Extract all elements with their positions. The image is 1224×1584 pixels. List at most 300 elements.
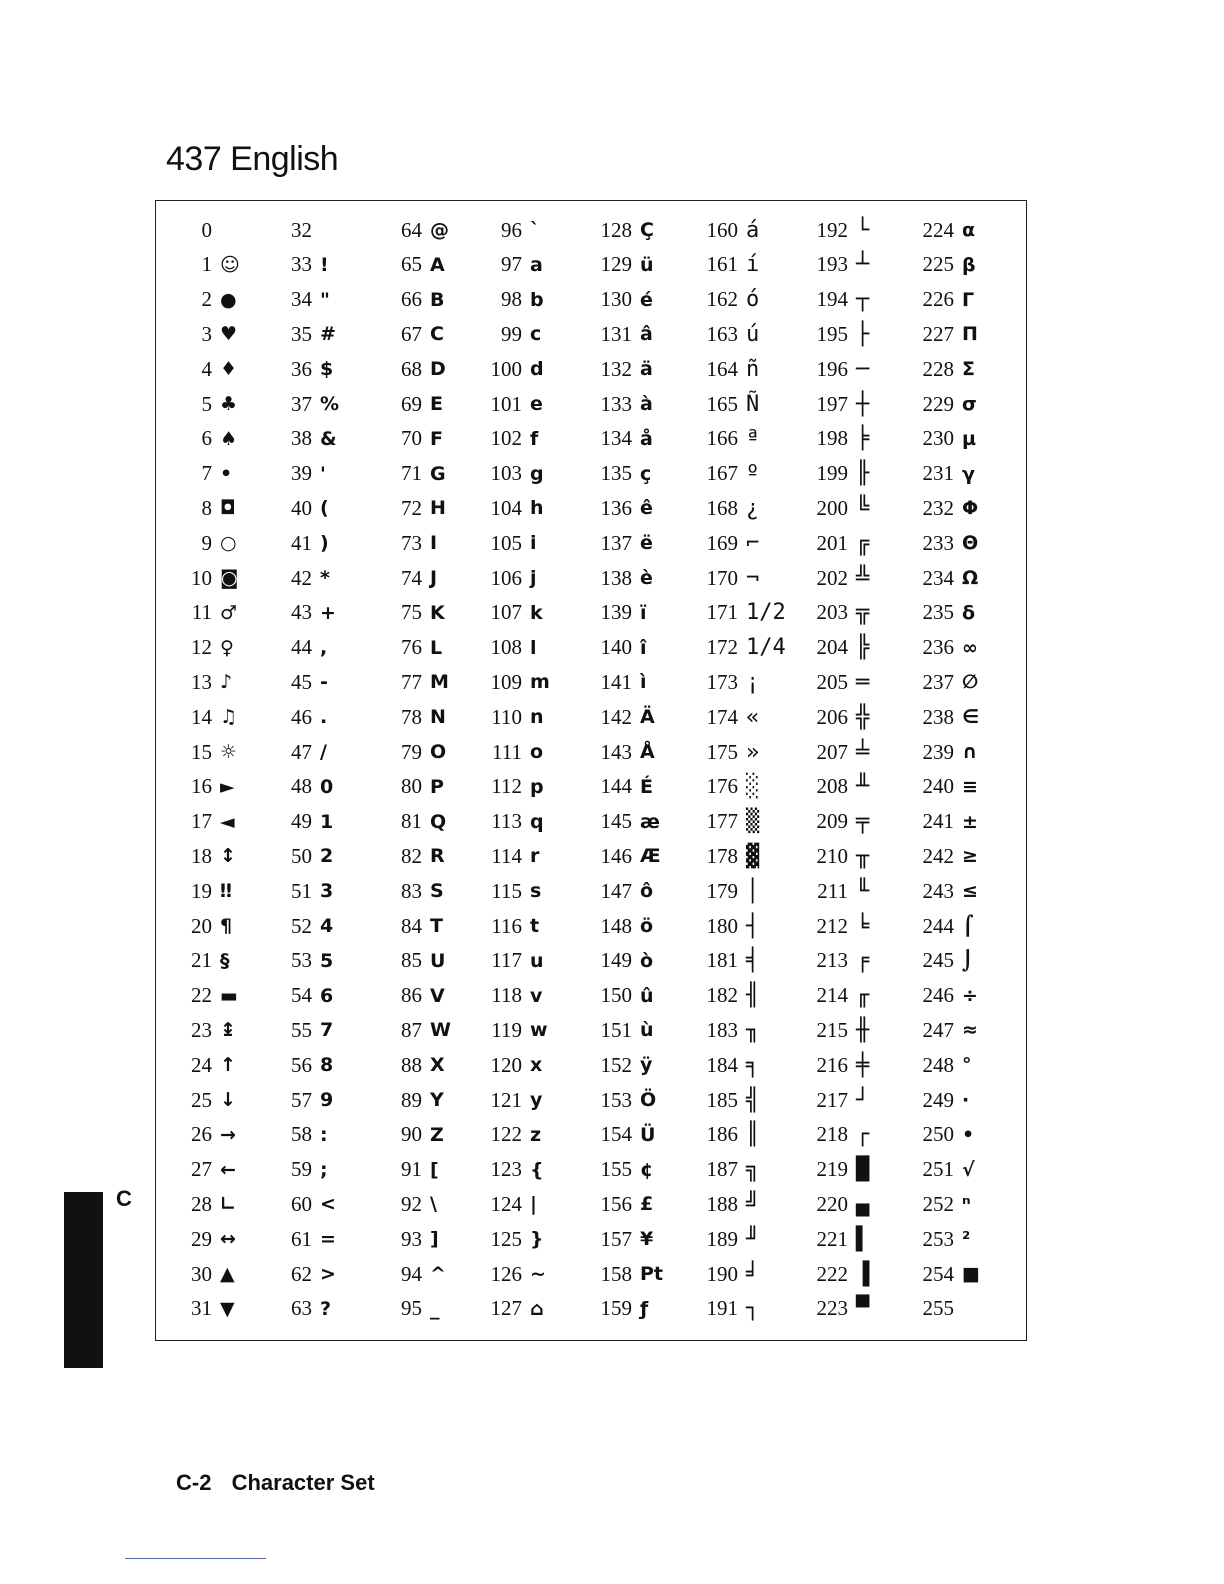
char-code: 143 — [600, 739, 632, 764]
char-cell — [804, 909, 914, 943]
char-glyph: ‼ — [220, 880, 232, 903]
char-cell — [268, 491, 378, 525]
char-cell — [168, 596, 278, 630]
char-code: 38 — [291, 426, 312, 451]
char-code: 244 — [922, 913, 954, 938]
char-cell — [694, 596, 804, 630]
char-code: 62 — [291, 1261, 312, 1286]
char-glyph: Ä — [640, 706, 655, 729]
char-cell — [910, 1013, 1020, 1047]
char-code: 119 — [491, 1017, 522, 1042]
char-code: 210 — [816, 843, 848, 868]
char-cell — [378, 1292, 488, 1326]
char-code: 1 — [201, 252, 212, 277]
char-glyph: ô — [640, 880, 654, 903]
char-glyph: Π — [962, 323, 978, 346]
char-code: 254 — [922, 1261, 954, 1286]
char-code: 250 — [922, 1122, 954, 1147]
char-glyph: l — [530, 636, 537, 659]
char-cell — [168, 979, 278, 1013]
char-glyph: « — [746, 704, 760, 730]
char-cell — [268, 700, 378, 734]
char-code: 78 — [401, 704, 422, 729]
char-glyph: ▓ — [746, 843, 760, 869]
char-glyph: C — [430, 323, 444, 346]
char-code: 201 — [816, 530, 848, 555]
char-code: 30 — [191, 1261, 212, 1286]
char-code: 25 — [191, 1087, 212, 1112]
char-cell — [804, 1222, 914, 1256]
char-cell — [268, 839, 378, 873]
char-glyph: ? — [320, 1297, 332, 1320]
char-code: 93 — [401, 1226, 422, 1251]
char-cell — [378, 352, 488, 386]
char-cell — [694, 700, 804, 734]
char-cell — [168, 422, 278, 456]
char-cell — [378, 1257, 488, 1291]
char-glyph: ╫ — [856, 1017, 870, 1043]
char-cell — [378, 317, 488, 351]
char-cell — [378, 1083, 488, 1117]
char-glyph: , — [320, 636, 328, 659]
char-code: 122 — [490, 1122, 522, 1147]
char-code: 126 — [490, 1261, 522, 1286]
char-cell — [588, 561, 698, 595]
char-glyph: > — [320, 1263, 336, 1285]
char-code: 248 — [922, 1052, 954, 1077]
char-code: 14 — [191, 704, 212, 729]
char-cell — [910, 944, 1020, 978]
char-code: 129 — [600, 252, 632, 277]
char-code: 34 — [291, 287, 312, 312]
char-cell — [168, 491, 278, 525]
char-glyph: è — [640, 567, 653, 589]
char-glyph: d — [530, 358, 544, 381]
char-cell — [378, 979, 488, 1013]
char-cell — [168, 805, 278, 839]
char-code: 35 — [291, 321, 312, 346]
char-cell — [268, 352, 378, 386]
char-code: 198 — [816, 426, 848, 451]
char-cell — [588, 1153, 698, 1187]
char-cell — [804, 631, 914, 665]
char-code: 0 — [201, 217, 212, 242]
char-glyph: ∩ — [962, 741, 978, 763]
char-cell — [378, 805, 488, 839]
char-cell — [378, 700, 488, 734]
char-cell — [268, 631, 378, 665]
char-glyph: + — [320, 601, 336, 624]
char-code: 230 — [922, 426, 954, 451]
char-cell — [378, 457, 488, 491]
char-cell — [694, 839, 804, 873]
char-glyph: ▄ — [856, 1191, 870, 1217]
char-cell — [378, 909, 488, 943]
char-code: 19 — [191, 878, 212, 903]
char-cell — [168, 839, 278, 873]
char-code: 102 — [490, 426, 522, 451]
char-glyph: Φ — [962, 497, 979, 520]
char-cell — [694, 1048, 804, 1082]
char-glyph: u — [530, 949, 544, 972]
char-code: 177 — [706, 809, 738, 834]
char-glyph: 0 — [320, 775, 334, 798]
char-code: 51 — [291, 878, 312, 903]
char-cell — [910, 1048, 1020, 1082]
char-glyph: Pt — [640, 1263, 664, 1285]
char-cell — [694, 387, 804, 421]
char-glyph: ♪ — [220, 671, 233, 694]
char-cell — [588, 1187, 698, 1221]
char-glyph: ó — [746, 287, 760, 313]
char-glyph: ╕ — [746, 1052, 760, 1078]
char-code: 209 — [816, 809, 848, 834]
char-cell — [804, 213, 914, 247]
char-code: 31 — [191, 1296, 212, 1321]
char-glyph: / — [320, 741, 327, 763]
char-code: 216 — [816, 1052, 848, 1077]
char-glyph: β — [962, 253, 976, 276]
char-code: 29 — [191, 1226, 212, 1251]
char-code: 219 — [816, 1157, 848, 1182]
char-code: 56 — [291, 1052, 312, 1077]
char-cell — [168, 874, 278, 908]
char-cell — [910, 1118, 1020, 1152]
char-glyph: √ — [962, 1158, 975, 1181]
char-code: 115 — [491, 878, 522, 903]
char-glyph: ╟ — [856, 461, 870, 487]
char-glyph: ± — [962, 810, 978, 833]
char-glyph: 6 — [320, 984, 334, 1007]
char-glyph: ╡ — [746, 948, 760, 974]
char-cell — [168, 1222, 278, 1256]
char-cell — [378, 526, 488, 560]
char-cell — [268, 735, 378, 769]
char-glyph: ╖ — [746, 1017, 760, 1043]
char-glyph: j — [530, 567, 537, 589]
char-code: 42 — [291, 565, 312, 590]
char-cell — [910, 491, 1020, 525]
char-code: 85 — [401, 948, 422, 973]
char-glyph: ┬ — [856, 287, 870, 313]
section-tab-letter: C — [116, 1186, 132, 1211]
char-code: 215 — [816, 1017, 848, 1042]
char-glyph: ╒ — [856, 948, 870, 974]
char-glyph: ƒ — [640, 1297, 649, 1320]
char-glyph: = — [320, 1228, 336, 1251]
char-glyph: → — [220, 1123, 236, 1146]
char-code: 21 — [191, 948, 212, 973]
char-glyph: ( — [320, 497, 329, 520]
char-glyph: . — [320, 706, 328, 729]
char-cell — [694, 317, 804, 351]
char-glyph: F — [430, 427, 443, 450]
char-code: 114 — [491, 843, 522, 868]
footer-rule — [125, 1558, 266, 1559]
char-cell — [478, 700, 588, 734]
char-code: 246 — [922, 983, 954, 1008]
char-cell — [378, 561, 488, 595]
char-glyph: ┐ — [746, 1296, 760, 1322]
char-glyph: ♫ — [220, 706, 238, 729]
char-code: 112 — [491, 774, 522, 799]
char-cell — [588, 770, 698, 804]
char-code: 163 — [706, 321, 738, 346]
char-code: 4 — [201, 356, 212, 381]
char-code: 213 — [816, 948, 848, 973]
char-code: 252 — [922, 1191, 954, 1216]
char-cell — [694, 1292, 804, 1326]
char-code: 183 — [706, 1017, 738, 1042]
char-cell — [268, 596, 378, 630]
char-cell — [694, 457, 804, 491]
char-cell — [168, 213, 278, 247]
char-code: 89 — [401, 1087, 422, 1112]
char-cell — [268, 665, 378, 699]
char-cell — [478, 526, 588, 560]
char-code: 79 — [401, 739, 422, 764]
char-glyph: ∞ — [962, 636, 978, 659]
char-glyph: ∈ — [962, 706, 980, 729]
char-cell — [804, 839, 914, 873]
char-code: 40 — [291, 495, 312, 520]
char-code: 161 — [706, 252, 738, 277]
char-cell — [168, 1187, 278, 1221]
char-code: 196 — [816, 356, 848, 381]
char-code: 224 — [922, 217, 954, 242]
char-glyph: ∟ — [220, 1193, 236, 1216]
char-glyph: û — [640, 984, 654, 1007]
char-cell — [804, 422, 914, 456]
char-code: 207 — [816, 739, 848, 764]
char-cell — [588, 1013, 698, 1047]
char-glyph: σ — [962, 393, 977, 415]
char-glyph: % — [320, 393, 340, 415]
char-glyph: ☼ — [220, 741, 238, 763]
char-glyph: ê — [640, 497, 653, 520]
char-code: 226 — [922, 287, 954, 312]
char-cell — [378, 735, 488, 769]
char-glyph: v — [530, 984, 543, 1007]
char-glyph: Σ — [962, 358, 975, 381]
char-code: 71 — [401, 461, 422, 486]
char-glyph: ╩ — [856, 565, 870, 591]
char-cell — [804, 491, 914, 525]
char-code: 124 — [490, 1191, 522, 1216]
char-cell — [588, 874, 698, 908]
char-code: 80 — [401, 774, 422, 799]
char-cell — [910, 387, 1020, 421]
char-glyph: ╪ — [856, 1052, 870, 1078]
char-code: 165 — [706, 391, 738, 416]
char-code: 200 — [816, 495, 848, 520]
char-code: 16 — [191, 774, 212, 799]
char-code: 138 — [600, 565, 632, 590]
char-glyph: V — [430, 984, 445, 1007]
char-cell — [268, 1187, 378, 1221]
char-code: 238 — [922, 704, 954, 729]
char-glyph: ╢ — [746, 983, 760, 1009]
char-glyph: á — [746, 217, 760, 243]
footer-page-ref: C-2 — [176, 1470, 212, 1495]
char-code: 5 — [201, 391, 212, 416]
char-cell — [168, 352, 278, 386]
char-cell — [478, 1257, 588, 1291]
char-glyph: ╣ — [746, 1087, 760, 1113]
char-glyph: S — [430, 880, 444, 903]
char-cell — [378, 874, 488, 908]
char-glyph: | — [530, 1193, 537, 1216]
char-glyph: ¥ — [640, 1228, 654, 1251]
char-cell — [478, 805, 588, 839]
char-glyph: ╨ — [856, 774, 870, 800]
char-code: 59 — [291, 1157, 312, 1182]
char-code: 101 — [490, 391, 522, 416]
char-code: 81 — [401, 809, 422, 834]
char-cell — [378, 1222, 488, 1256]
char-glyph: 5 — [320, 949, 334, 972]
char-cell — [804, 561, 914, 595]
char-glyph: 3 — [320, 880, 334, 903]
char-glyph: ! — [320, 253, 329, 276]
char-code: 154 — [600, 1122, 632, 1147]
char-code: 103 — [490, 461, 522, 486]
char-cell — [694, 631, 804, 665]
char-code: 76 — [401, 635, 422, 660]
char-cell — [478, 979, 588, 1013]
char-cell — [378, 631, 488, 665]
char-glyph: ○ — [220, 532, 237, 555]
char-glyph: 1 — [320, 810, 334, 833]
char-cell — [168, 700, 278, 734]
char-glyph: I — [430, 532, 438, 555]
char-code: 168 — [706, 495, 738, 520]
char-glyph: ♥ — [220, 323, 238, 346]
char-code: 145 — [600, 809, 632, 834]
char-glyph: ù — [640, 1019, 654, 1042]
char-cell — [378, 839, 488, 873]
char-glyph: b — [530, 288, 544, 311]
char-cell — [588, 596, 698, 630]
char-glyph: ╗ — [746, 1157, 760, 1183]
char-glyph: & — [320, 427, 337, 450]
char-code: 95 — [401, 1296, 422, 1321]
char-code: 229 — [922, 391, 954, 416]
char-cell — [168, 457, 278, 491]
char-code: 151 — [600, 1017, 632, 1042]
char-cell — [910, 317, 1020, 351]
char-cell — [804, 874, 914, 908]
char-cell — [168, 909, 278, 943]
char-code: 208 — [816, 774, 848, 799]
char-code: 108 — [490, 635, 522, 660]
char-glyph: ë — [640, 532, 653, 555]
char-cell — [910, 700, 1020, 734]
char-glyph: ♣ — [220, 393, 238, 415]
char-glyph: Ö — [640, 1089, 657, 1111]
char-code: 240 — [922, 774, 954, 799]
char-glyph: ÿ — [640, 1054, 653, 1077]
char-code: 48 — [291, 774, 312, 799]
char-code: 132 — [600, 356, 632, 381]
char-code: 187 — [706, 1157, 738, 1182]
char-cell — [694, 665, 804, 699]
char-cell — [478, 874, 588, 908]
char-glyph: ◘ — [220, 497, 236, 520]
char-glyph: ª — [746, 426, 760, 452]
char-glyph: i — [530, 532, 537, 555]
char-code: 150 — [600, 983, 632, 1008]
char-cell — [910, 457, 1020, 491]
char-code: 184 — [706, 1052, 738, 1077]
char-glyph: o — [530, 741, 544, 763]
char-code: 148 — [600, 913, 632, 938]
char-glyph: Å — [640, 741, 655, 763]
char-code: 243 — [922, 878, 954, 903]
char-code: 9 — [201, 530, 212, 555]
page-title: 437 English — [166, 140, 339, 178]
char-cell — [478, 561, 588, 595]
char-code: 232 — [922, 495, 954, 520]
char-cell — [804, 1083, 914, 1117]
char-cell — [168, 317, 278, 351]
char-code: 220 — [816, 1191, 848, 1216]
char-glyph: µ — [962, 427, 976, 450]
char-glyph: 1/4 — [746, 635, 786, 661]
char-cell — [804, 665, 914, 699]
char-code: 60 — [291, 1191, 312, 1216]
char-code: 242 — [922, 843, 954, 868]
char-cell — [910, 422, 1020, 456]
char-glyph: ¬ — [746, 565, 760, 591]
char-cell — [910, 1187, 1020, 1221]
char-code: 104 — [490, 495, 522, 520]
char-cell — [478, 213, 588, 247]
char-cell — [268, 1153, 378, 1187]
char-cell — [378, 1013, 488, 1047]
char-code: 180 — [706, 913, 738, 938]
char-cell — [588, 979, 698, 1013]
char-glyph: : — [320, 1123, 328, 1146]
char-glyph: [ — [430, 1158, 439, 1181]
char-cell — [804, 1187, 914, 1221]
char-glyph: t — [530, 915, 540, 937]
char-glyph: ≈ — [962, 1019, 978, 1042]
char-code: 65 — [401, 252, 422, 277]
char-cell — [168, 944, 278, 978]
char-glyph: Ω — [962, 567, 979, 589]
char-cell — [168, 1153, 278, 1187]
char-code: 155 — [600, 1157, 632, 1182]
char-glyph: 9 — [320, 1089, 334, 1111]
char-glyph: J — [430, 567, 438, 589]
char-glyph: █ — [856, 1157, 870, 1183]
char-code: 69 — [401, 391, 422, 416]
char-glyph: └ — [856, 217, 870, 243]
char-glyph: N — [430, 706, 446, 729]
char-cell — [804, 1118, 914, 1152]
char-code: 189 — [706, 1226, 738, 1251]
char-glyph: ≤ — [962, 880, 978, 903]
char-cell — [694, 979, 804, 1013]
char-code: 74 — [401, 565, 422, 590]
char-code: 140 — [600, 635, 632, 660]
char-code: 125 — [490, 1226, 522, 1251]
char-glyph: ÷ — [962, 984, 978, 1007]
char-glyph: x — [530, 1054, 543, 1077]
char-cell — [804, 735, 914, 769]
char-cell — [694, 1222, 804, 1256]
